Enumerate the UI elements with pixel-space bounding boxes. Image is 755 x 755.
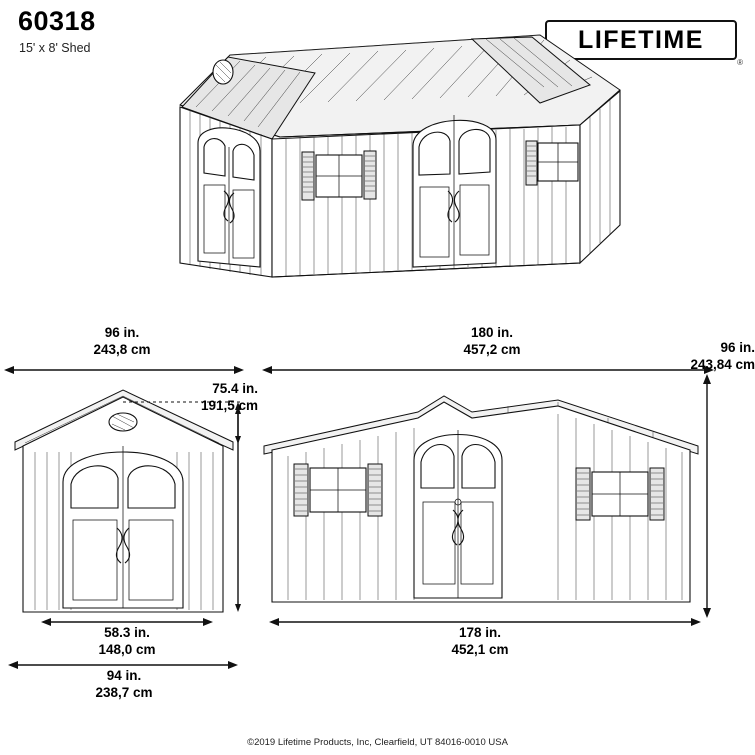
model-description: 15' x 8' Shed (19, 41, 91, 55)
dimension-label-door-opening: 58.3 in. 148,0 cm (98, 625, 156, 657)
dimension-label-peak-height: 75.4 in. 191,5 cm (200, 381, 258, 413)
window-left (302, 151, 376, 200)
isometric-shed-view (120, 15, 740, 305)
dimension-label-side-base-width: 178 in. 452,1 cm (451, 625, 509, 657)
dimension-label-side-width: 180 in. 457,2 cm (463, 325, 521, 357)
side-elevation-view (258, 390, 718, 640)
dimension-arrow-front-width (0, 360, 250, 380)
front-double-doors (413, 115, 496, 267)
dimension-arrow-side-width (258, 360, 718, 380)
dimension-label-front-base-width: 94 in. 238,7 cm (95, 668, 153, 700)
roof-assembly (180, 35, 620, 139)
side-window-right (576, 468, 664, 520)
dimension-label-front-width: 96 in. 243,8 cm (93, 325, 151, 357)
registered-trademark-symbol: ® (737, 58, 743, 67)
copyright-notice: ©2019 Lifetime Products, Inc, Clearfield, UT 84016-0010 USA (247, 737, 508, 748)
front-elevation-view (5, 380, 255, 650)
model-number: 60318 (18, 6, 96, 36)
side-double-doors (414, 430, 502, 598)
dimension-arrow-side-height (697, 372, 717, 622)
front-long-wall (272, 115, 580, 277)
window-right (526, 141, 578, 185)
dimension-label-side-height: 96 in. 243,84 cm (690, 340, 755, 372)
brand-logo-text: LIFETIME (578, 25, 704, 54)
side-window-left (294, 464, 382, 516)
